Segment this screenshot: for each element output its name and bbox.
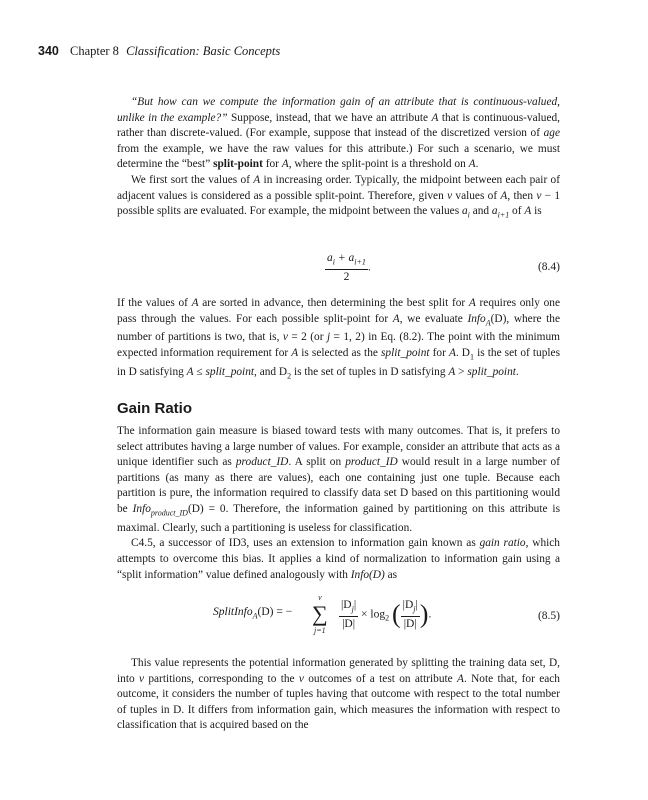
paragraph-sort-values: We first sort the values of A in increasing order. Typically, the midpoint between each pair of adjacent values is considered as a possible split-point. Therefore, given v values of A, then v − 1 possible splits are evaluated. For example, the midpoint between the values $a_i$ and $a_{i+1}$ of A is xyxy=(117,173,561,220)
chapter-label: Chapter 8 xyxy=(69,44,119,58)
paragraph-split-point: If the values of A are sorted in advance, then determining the best split for A requires only one pass through the values. For each possible split-point for A, we evaluate Info$_A$(D), where the number of partitions is two, that is, v = 2 (or j = 1, 2) in Eq. (8.2). The point with the minimum expected information requirement for A is selected as the split_point for A. $D_1$ is the set of tuples in D satisfying A ≤ split_point, and $D_2$ is the set of tuples in D satisfying A > split_point. xyxy=(117,297,561,381)
chapter-title: Classification: Basic Concepts xyxy=(126,44,281,58)
equation-number: (8.4) xyxy=(537,261,560,273)
paragraph-gain-bias: The information gain measure is biased toward tests with many outcomes. That is, it prefers to select attributes having a large number of values. For example, consider an attribute that acts as a unique identifier such as product_ID. A split on product_ID would result in a large number of partitions (as many as there are values), each one containing just one tuple. Because each partition is pure, the information required to classify data set D based on this partitioning would be Info$_{product\_ID}$(D) = 0. Therefore, the information gained by partitioning on this attribute is maximal. Clearly, such a partitioning is useless for classification. C4.5, a successor of ID3, uses an extension to information gain known as gain ratio, which attempts to overcome this bias. It applies a kind of normalization to information gain using a “split information” value defined analogously with Info(D) as xyxy=(117,424,560,583)
paragraph-continuous-valued: “But how can we compute the information gain of an attribute that is continuous-valued, unlike in the example?” Suppose, instead, that we have an attribute A that is continuous-valued, rather than discrete-valued. (For example, suppose that instead of the discretized version of age from the example, we have the raw values for this attribute.) For such a scenario, we must determine the “best” split-point for A, where the split-point is a threshold on A. We first sort the values of A in increasing order. Typically, the midpoint between each pair of adjacent values is considered as a possible split-point. Therefore, given v values of A, then v − 1 possible splits are evaluated. For example, the midpoint between the values $a_i$ and $a_{i+1}$ of A is xyxy=(117,95,560,223)
paragraph-c45: C4.5, a successor of ID3, uses an extension to information gain known as gain ratio, which attempts to overcome this bias. It applies a kind of normalization to information gain using a “split information” value defined analogously with Info(D) as xyxy=(117,537,560,581)
paragraph-split-information: This value represents the potential information generated by splitting the training data set, D, into v partitions, corresponding to the v outcomes of a test on attribute A. Note that, for each outcome, it considers the number of tuples having that outcome with respect to the total number of tuples in D. It differs from information gain, which measures the information with respect to classification that is acquired based on the xyxy=(117,657,560,732)
page-number: 340 xyxy=(38,44,59,58)
running-header xyxy=(38,44,280,59)
section-heading-gain-ratio: Gain Ratio xyxy=(117,400,193,417)
equation-number: (8.5) xyxy=(537,610,560,622)
book-page: 340 Chapter 8 Classification: Basic Concepts “But how can we compute the information gain of an attribute that is continuous-valued, unlike in the example?” Suppose, instead, that we have an attribute A that is continuous-valued, rather than discrete-valued. (For example, suppose that instead of the discretized version of age from the example, we have the raw values for this attribute.) For such a scenario, we must determine the “best” split-point for A, where the split-point is a threshold on A. We first sort the values of A in increasing order. Typically, the midpoint between each pair of adjacent values is considered as a possible split-point. Therefore, given v values of A, then v − 1 possible splits are evaluated. For example, the midpoint between the values $a_i$ and $a_{i+1}$ of A is $\frac{a_i + a_{i+1}}{2}$ . (8.4) If the values of A are sorted in advance, then determining the best split for A requires only one pass through the values. For each possible split-point for A, we evaluate Info$_A$(D), where the number of partitions is two, that is, v = 2 (or j = 1, 2) in Eq. (8.2). The point with the minimum expected information requirement for A is selected as the split_point for A. $D_1$ is the set of tuples in D satisfying A ≤ split_point, and $D_2$ is the set of tuples in D satisfying A > split_point. Gain Ratio The information gain measure is biased toward tests with many outcomes. That is, it prefers to select attributes having a large number of values. For example, consider an attribute that acts as a unique identifier such as product_ID. A split on product_ID would result in a large number of partitions (as many as there are values), each one containing just one tuple. Because each partition is pure, the information required to classify data set D based on this partitioning would be Info$_{product\_ID}$(D) = 0. Therefore, the information gained by partitioning on this attribute is maximal. Clearly, such a partitioning is useless for classification. C4.5, a successor of ID3, uses an extension to information gain known as gain ratio, which attempts to overcome this bias. It applies a kind of normalization to information gain using a “split information” value defined analogously with Info(D) as SplitInfo$_A$(D) = − v ∑ j=1 $\frac{|D_j|}{|D|}$ × $\log_2$ ( $\frac{|D_j|}{|D|}$ ). (8.5) This value represents the potential information generated by splitting the training data set, D, into v partitions, corresponding to the v outcomes of a test on attribute A. Note that, for each outcome, it considers the number of tuples having that outcome with respect to the total number of tuples in D. It differs from information gain, which measures the information with respect to classification that is acquired based on the xyxy=(0,0,648,800)
